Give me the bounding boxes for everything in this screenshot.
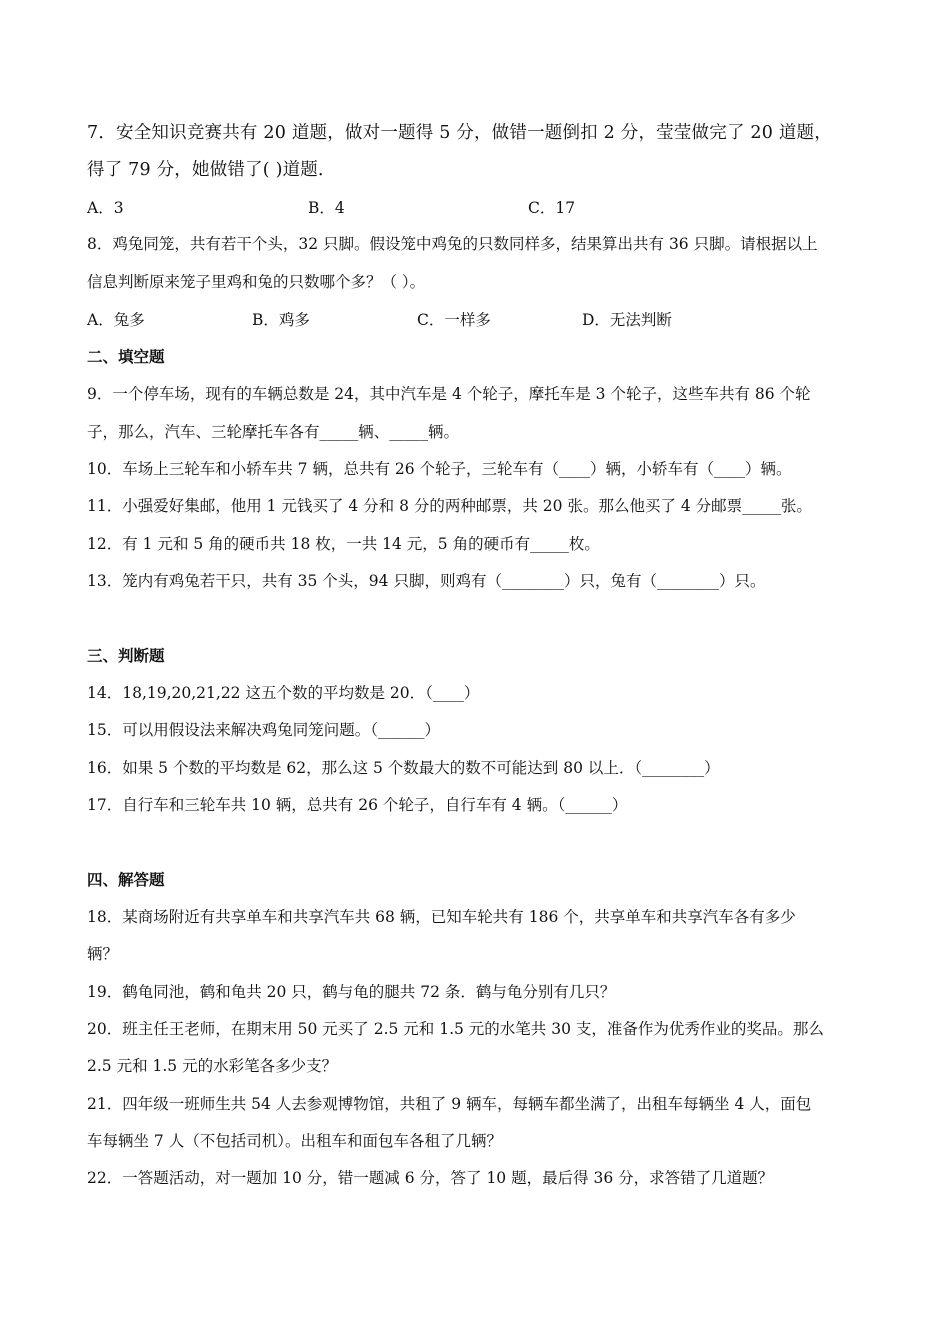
q18-line-1: 18．某商场附近有共享单车和共享汽车共 68 辆，已知车轮共有 186 个，共享单车和共享汽车各有多少 xyxy=(87,908,796,926)
q9-line-2: 子，那么，汽车、三轮摩托车各有_____辆、_____辆。 xyxy=(87,423,460,441)
q7-line-2: 得了 79 分，她做错了( )道题． xyxy=(87,160,336,180)
q8-line-2: 信息判断原来笼子里鸡和兔的只数哪个多？（ ）。 xyxy=(87,273,426,291)
q14: 14．18,19,20,21,22 这五个数的平均数是 20．（____） xyxy=(87,684,480,702)
q15: 15．可以用假设法来解决鸡兔同笼问题。（______） xyxy=(87,721,440,739)
q8-line-1: 8．鸡兔同笼，共有若干个头，32 只脚。假设笼中鸡兔的只数同样多，结果算出共有 36 只脚。请根据以上 xyxy=(87,235,818,253)
q8-option-b: B．鸡多 xyxy=(252,311,310,329)
q8-option-d: D．无法判断 xyxy=(582,311,672,329)
q16: 16．如果 5 个数的平均数是 62，那么这 5 个数最大的数不可能达到 80 以上．（________） xyxy=(87,759,720,777)
q11: 11．小强爱好集邮，他用 1 元钱买了 4 分和 8 分的两种邮票，共 20 张。那么他买了 4 分邮票_____张。 xyxy=(87,497,812,515)
q21-line-1: 21．四年级一班师生共 54 人去参观博物馆，共租了 9 辆车，每辆车都坐满了，出租车每辆坐 4 人，面包 xyxy=(87,1095,812,1113)
section-fill-blank-title: 二、填空题 xyxy=(87,348,165,366)
q7-option-a: A．3 xyxy=(87,199,124,217)
q17: 17．自行车和三轮车共 10 辆，总共有 26 个轮子，自行车有 4 辆。（______） xyxy=(87,796,628,814)
q18-line-2: 辆？ xyxy=(87,945,119,963)
q22: 22．一答题活动，对一题加 10 分，错一题减 6 分，答了 10 题，最后得 36 分，求答错了几道题？ xyxy=(87,1169,774,1187)
q8-option-a: A．兔多 xyxy=(87,311,145,329)
section-judgment-title: 三、判断题 xyxy=(87,647,165,665)
q21-line-2: 车每辆坐 7 人（不包括司机）。出租车和面包车各租了几辆？ xyxy=(87,1132,502,1150)
q7-option-c: C．17 xyxy=(528,199,576,217)
q13: 13．笼内有鸡兔若干只，共有 35 个头，94 只脚，则鸡有（________）只，兔有（________）只。 xyxy=(87,572,766,590)
q7-option-b: B．4 xyxy=(308,199,345,217)
q12: 12．有 1 元和 5 角的硬币共 18 枚，一共 14 元，5 角的硬币有_____枚。 xyxy=(87,535,600,553)
q8-option-c: C．一样多 xyxy=(417,311,491,329)
section-answer-title: 四、解答题 xyxy=(87,871,165,889)
q20-line-2: 2.5 元和 1.5 元的水彩笔各多少支？ xyxy=(87,1057,338,1075)
q19: 19．鹤龟同池，鹤和龟共 20 只，鹤与龟的腿共 72 条．鹤与龟分别有几只？ xyxy=(87,983,616,1001)
q7-line-1: 7．安全知识竞赛共有 20 道题，做对一题得 5 分，做错一题倒扣 2 分，莹莹做完了 20 道题， xyxy=(87,123,832,143)
q9-line-1: 9．一个停车场，现有的车辆总数是 24，其中汽车是 4 个轮子，摩托车是 3 个轮子，这些车共有 86 个轮 xyxy=(87,385,811,403)
q10: 10．车场上三轮车和小轿车共 7 辆，总共有 26 个轮子，三轮车有（____）辆，小轿车有（____）辆。 xyxy=(87,460,792,478)
q20-line-1: 20．班主任王老师，在期末用 50 元买了 2.5 元和 1.5 元的水笔共 30 支，准备作为优秀作业的奖品。那么 xyxy=(87,1020,824,1038)
